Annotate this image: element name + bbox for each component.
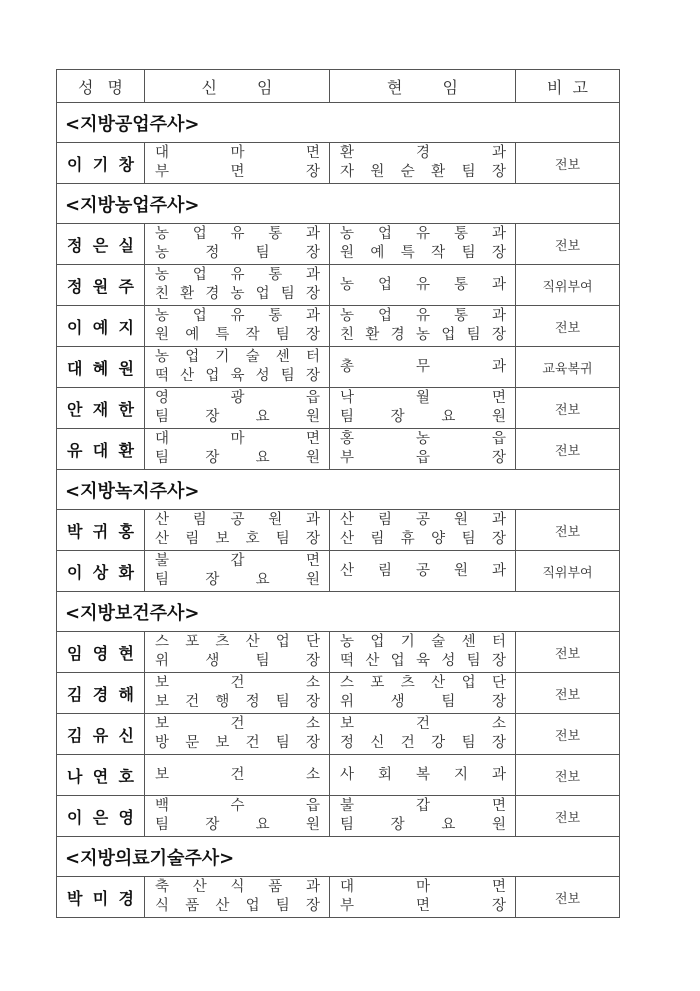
new-position — [145, 796, 330, 837]
note: 전보 — [516, 755, 620, 796]
new-position — [145, 429, 330, 470]
note: 전보 — [516, 429, 620, 470]
position-line: 축 산 식 품 과 — [155, 879, 320, 895]
header-note: 비 고 — [516, 70, 620, 103]
position-line: 친 환 경 농 업 팀 장 — [340, 327, 506, 343]
person-name: 대 혜 원 — [57, 347, 145, 388]
new-position — [145, 755, 330, 796]
position-line: 불 갑 면 — [340, 798, 506, 814]
position-line: 보 건 소 — [155, 675, 320, 691]
position-line: 팀 장 요 원 — [155, 817, 320, 833]
section-row — [57, 184, 620, 224]
table-row — [57, 877, 620, 918]
person-name: 정 은 실 — [57, 224, 145, 265]
position-line: 위 생 팀 장 — [155, 653, 320, 669]
current-position — [330, 388, 516, 429]
new-position — [145, 510, 330, 551]
current-position — [330, 510, 516, 551]
header-name-text: 성 명 — [78, 77, 123, 97]
table-row — [57, 551, 620, 592]
position-line: 방 문 보 건 팀 장 — [155, 735, 320, 751]
table-row — [57, 388, 620, 429]
position-line: 환 경 과 — [340, 145, 506, 161]
header-new-position: 신 임 — [145, 70, 330, 103]
position-line: 대 마 면 — [155, 431, 320, 447]
current-position — [330, 755, 516, 796]
position-line: 산 림 공 원 과 — [340, 512, 506, 528]
position-line: 부 읍 장 — [340, 450, 506, 466]
note: 전보 — [516, 388, 620, 429]
current-position — [330, 877, 516, 918]
note: 교육복귀 — [516, 347, 620, 388]
new-position — [145, 143, 330, 184]
position-line: 대 마 면 — [155, 145, 320, 161]
note: 전보 — [516, 306, 620, 347]
current-position — [330, 429, 516, 470]
table-row — [57, 347, 620, 388]
section-row — [57, 592, 620, 632]
position-line: 팀 장 요 원 — [155, 572, 320, 588]
position-line: 백 수 읍 — [155, 798, 320, 814]
section-row — [57, 837, 620, 877]
person-name: 나 연 호 — [57, 755, 145, 796]
position-line: 떡 산 업 육 성 팀 장 — [155, 368, 320, 384]
section-row — [57, 470, 620, 510]
new-position — [145, 551, 330, 592]
section-title: <지방녹지주사> — [57, 470, 620, 510]
person-name: 이 상 화 — [57, 551, 145, 592]
new-position — [145, 265, 330, 306]
new-position — [145, 388, 330, 429]
table-row — [57, 143, 620, 184]
person-name: 김 유 신 — [57, 714, 145, 755]
position-line: 친 환 경 농 업 팀 장 — [155, 286, 320, 302]
note: 전보 — [516, 714, 620, 755]
position-line: 위 생 팀 장 — [340, 694, 506, 710]
position-line: 보 건 소 — [155, 766, 320, 783]
position-line: 총 무 과 — [340, 358, 506, 375]
position-line: 농 업 유 통 과 — [340, 276, 506, 293]
position-line: 보 건 소 — [155, 716, 320, 732]
note: 직위부여 — [516, 551, 620, 592]
position-line: 자 원 순 환 팀 장 — [340, 164, 506, 180]
position-line: 농 업 유 통 과 — [340, 308, 506, 324]
position-line: 산 림 휴 양 팀 장 — [340, 531, 506, 547]
table-row — [57, 224, 620, 265]
position-line: 팀 장 요 원 — [155, 409, 320, 425]
position-line: 낙 월 면 — [340, 390, 506, 406]
position-line: 산 림 보 호 팀 장 — [155, 531, 320, 547]
table-row — [57, 429, 620, 470]
position-line: 대 마 면 — [340, 879, 506, 895]
note: 전보 — [516, 632, 620, 673]
note: 전보 — [516, 673, 620, 714]
position-line: 스 포 츠 산 업 단 — [155, 634, 320, 650]
position-line: 농 정 팀 장 — [155, 245, 320, 261]
position-line: 농 업 유 통 과 — [155, 267, 320, 283]
note: 전보 — [516, 224, 620, 265]
position-line: 불 갑 면 — [155, 553, 320, 569]
note: 전보 — [516, 877, 620, 918]
table-row — [57, 510, 620, 551]
position-line: 부 면 장 — [155, 164, 320, 180]
position-line: 농 업 유 통 과 — [340, 226, 506, 242]
position-line: 산 림 공 원 과 — [155, 512, 320, 528]
position-line: 홍 농 읍 — [340, 431, 506, 447]
current-position — [330, 551, 516, 592]
note: 전보 — [516, 796, 620, 837]
note: 전보 — [516, 143, 620, 184]
position-line: 원 예 특 작 팀 장 — [340, 245, 506, 261]
current-position — [330, 265, 516, 306]
current-position — [330, 224, 516, 265]
new-position — [145, 877, 330, 918]
current-position — [330, 796, 516, 837]
position-line: 식 품 산 업 팀 장 — [155, 898, 320, 914]
position-line: 사 회 복 지 과 — [340, 766, 506, 783]
position-line: 스 포 츠 산 업 단 — [340, 675, 506, 691]
position-line: 팀 장 요 원 — [340, 817, 506, 833]
position-line: 보 건 소 — [340, 716, 506, 732]
position-line: 산 림 공 원 과 — [340, 562, 506, 579]
table-row — [57, 714, 620, 755]
position-line: 정 신 건 강 팀 장 — [340, 735, 506, 751]
current-position — [330, 714, 516, 755]
new-position — [145, 224, 330, 265]
position-line: 농 업 유 통 과 — [155, 308, 320, 324]
table-row — [57, 306, 620, 347]
new-position — [145, 306, 330, 347]
person-name: 김 경 해 — [57, 673, 145, 714]
table-row — [57, 673, 620, 714]
position-line: 팀 장 요 원 — [155, 450, 320, 466]
personnel-table — [56, 69, 620, 918]
person-name: 유 대 환 — [57, 429, 145, 470]
position-line: 영 광 읍 — [155, 390, 320, 406]
section-row — [57, 103, 620, 143]
position-line: 농 업 유 통 과 — [155, 226, 320, 242]
section-title: <지방공업주사> — [57, 103, 620, 143]
position-line: 농 업 기 술 센 터 — [155, 349, 320, 365]
person-name: 임 영 현 — [57, 632, 145, 673]
new-position — [145, 347, 330, 388]
new-position — [145, 714, 330, 755]
current-position — [330, 632, 516, 673]
position-line: 떡 산 업 육 성 팀 장 — [340, 653, 506, 669]
person-name: 박 귀 홍 — [57, 510, 145, 551]
new-position — [145, 632, 330, 673]
position-line: 원 예 특 작 팀 장 — [155, 327, 320, 343]
current-position — [330, 673, 516, 714]
position-line: 부 면 장 — [340, 898, 506, 914]
section-title: <지방농업주사> — [57, 184, 620, 224]
header-row — [57, 70, 620, 103]
person-name: 이 예 지 — [57, 306, 145, 347]
header-name — [57, 70, 145, 103]
table-row — [57, 755, 620, 796]
table-row — [57, 265, 620, 306]
current-position — [330, 306, 516, 347]
person-name: 이 은 영 — [57, 796, 145, 837]
position-line: 보 건 행 정 팀 장 — [155, 694, 320, 710]
new-position — [145, 673, 330, 714]
position-line: 농 업 기 술 센 터 — [340, 634, 506, 650]
person-name: 안 재 한 — [57, 388, 145, 429]
note: 전보 — [516, 510, 620, 551]
person-name: 정 원 주 — [57, 265, 145, 306]
current-position — [330, 347, 516, 388]
header-current-position: 현 임 — [330, 70, 516, 103]
note: 직위부여 — [516, 265, 620, 306]
table-row — [57, 632, 620, 673]
section-title: <지방의료기술주사> — [57, 837, 620, 877]
person-name: 이 기 창 — [57, 143, 145, 184]
position-line: 팀 장 요 원 — [340, 409, 506, 425]
person-name: 박 미 경 — [57, 877, 145, 918]
current-position — [330, 143, 516, 184]
table-row — [57, 796, 620, 837]
section-title: <지방보건주사> — [57, 592, 620, 632]
